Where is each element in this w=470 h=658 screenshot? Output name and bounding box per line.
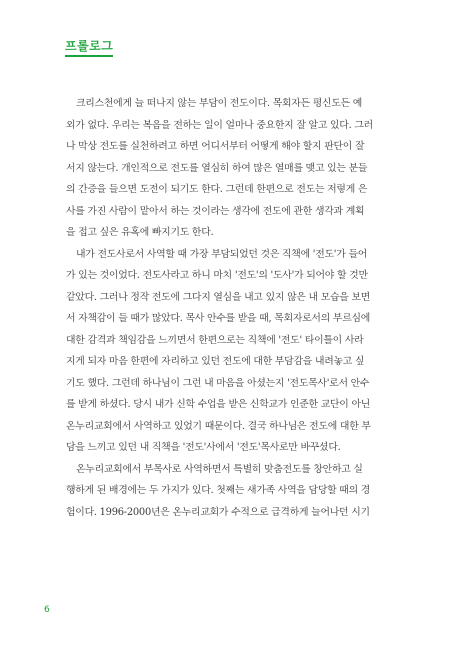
- text-line: 같았다. 그러나 정작 전도에 그다지 열심을 내고 있지 않은 내 모습을 보면: [66, 291, 371, 303]
- text-line: 사를 가진 사람이 맡아서 하는 것이라는 생각에 전도에 관한 생각과 계획: [66, 205, 365, 217]
- text-line: 온누리교회에서 사역하고 있었기 때문이다. 결국 하나님은 전도에 대한 부: [66, 420, 371, 432]
- text-line: 지게 되자 마음 한편에 자리하고 있던 전도에 대한 부담감을 내려놓고 싶: [66, 356, 365, 367]
- text-line: 외가 없다. 우리는 복음을 전하는 일이 얼마나 중요한지 잘 알고 있다. 그러: [66, 119, 373, 131]
- text-line: 담을 느끼고 있던 내 직책을 '전도'사에서 '전도'목사로만 바꾸셨다.: [66, 442, 341, 453]
- chapter-heading: 프롤로그: [65, 39, 114, 53]
- text-line: 크리스천에게 늘 떠나지 않는 부담이 전도이다. 목회자든 평신도든 예: [76, 98, 363, 109]
- text-line: 나 막상 전도를 실천하려고 하면 어디서부터 어떻게 해야 할지 판단이 잘: [66, 141, 365, 152]
- text-line: 행하게 된 배경에는 두 가지가 있다. 첫째는 새가족 사역을 담당할 때의 경: [66, 485, 371, 496]
- text-line: 의 간증을 들으면 도전이 되기도 한다. 그런데 한편으로 전도는 저렇게 은: [66, 184, 368, 195]
- text-line: 기도 했다. 그런데 하나님이 그런 내 마음을 아셨는지 '전도목사'로서 안수: [66, 377, 370, 389]
- body-text: [66, 93, 406, 523]
- text-line: 를 받게 하셨다. 당시 내가 신학 수업을 받은 신학교가 인준한 교단이 아닌: [66, 399, 371, 410]
- text-line: 온누리교회에서 부목사로 사역하면서 특별히 맞춤전도를 창안하고 실: [76, 463, 363, 475]
- text-line: 을 접고 싶은 유혹에 빠지기도 한다.: [66, 227, 214, 238]
- text-line: 서지 않는다. 개인적으로 전도를 열심히 하여 많은 열매를 맺고 있는 분들: [66, 162, 368, 174]
- text-line: 서 자책감이 들 때가 많았다. 목사 안수를 받을 때, 목회자로서의 부르심에: [66, 313, 371, 324]
- page-number: 6: [44, 605, 50, 615]
- text-line: 대한 감격과 책임감을 느끼면서 한편으로는 직책에 '전도' 타이틀이 사라: [66, 334, 364, 346]
- text-line: 험이다. 1996-2000년은 온누리교회가 수적으로 급격하게 늘어나던 시기: [66, 506, 370, 518]
- text-line: 가 있는 것이었다. 전도사라고 하니 마치 '전도'의 '도사'가 되어야 할 것만: [66, 270, 368, 281]
- text-line: 내가 전도사로서 사역할 때 가장 부담되었던 것은 직책에 '전도'가 들어: [76, 248, 368, 260]
